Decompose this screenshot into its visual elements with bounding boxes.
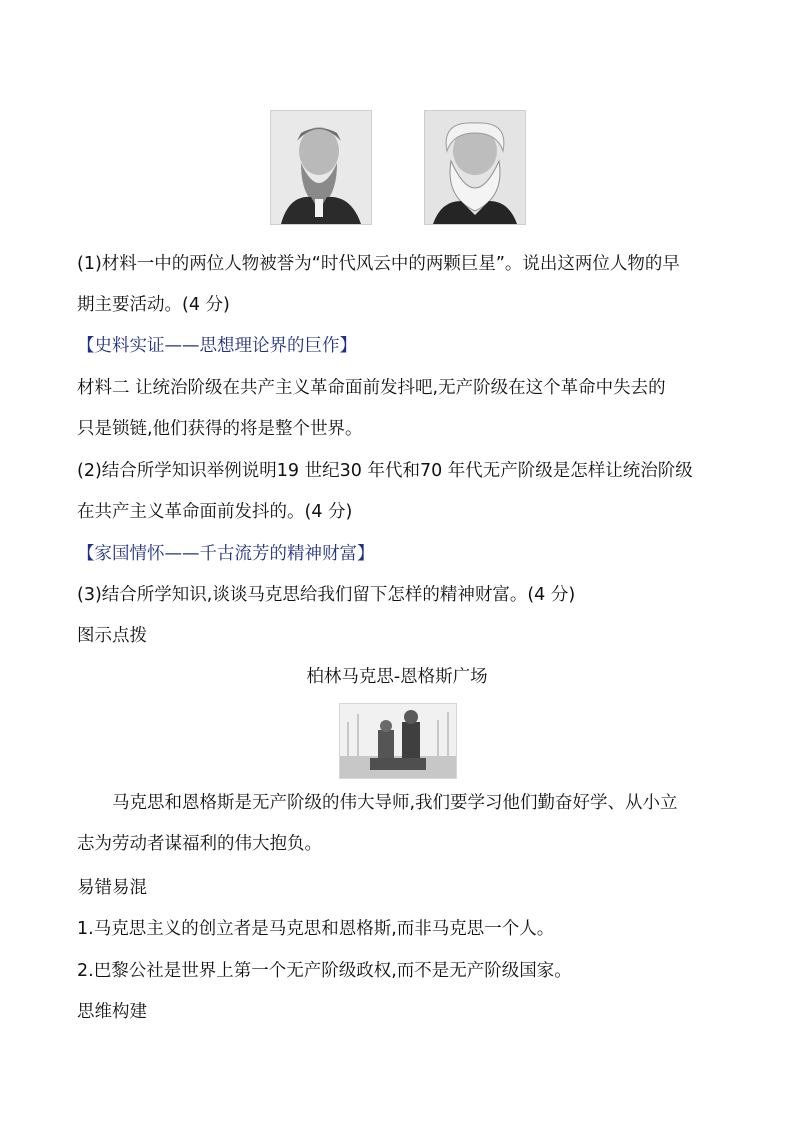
square-photo-caption: 柏林马克思-恩格斯广场 [306, 667, 488, 687]
question-2-line-2: 在共产主义革命面前发抖的。(4 分) [77, 502, 353, 522]
confusion-heading: 易错易混 [77, 878, 147, 898]
guide-paragraph-line-1: 马克思和恩格斯是无产阶级的伟大导师,我们要学习他们勤奋好学、从小立 [112, 793, 678, 813]
question-1-line-1: (1)材料一中的两位人物被誉为“时代风云中的两颗巨星”。说出这两位人物的早 [77, 254, 680, 274]
guide-heading: 图示点拨 [77, 626, 147, 646]
question-2-line-1: (2)结合所学知识举例说明19 世纪30 年代和70 年代无产阶级是怎样让统治阶级 [77, 461, 693, 481]
square-photo-drawing [340, 704, 456, 778]
engels-portrait [270, 110, 372, 225]
material-2-line-2: 只是锁链,他们获得的将是整个世界。 [77, 419, 363, 439]
marx-portrait [424, 110, 526, 225]
material-2-line-1: 材料二 让统治阶级在共产主义革命面前发抖吧,无产阶级在这个革命中失去的 [77, 378, 666, 398]
confusion-item-2: 2.巴黎公社是世界上第一个无产阶级政权,而不是无产阶级国家。 [77, 961, 572, 981]
question-1-line-2: 期主要活动。(4 分) [77, 295, 230, 315]
section-heading-evidence: 【史料实证——思想理论界的巨作】 [77, 336, 357, 356]
question-3-line-1: (3)结合所学知识,谈谈马克思给我们留下怎样的精神财富。(4 分) [77, 585, 576, 605]
guide-paragraph-line-2: 志为劳动者谋福利的伟大抱负。 [77, 834, 322, 854]
marx-engels-square-photo [339, 703, 457, 779]
confusion-item-1: 1.马克思主义的创立者是马克思和恩格斯,而非马克思一个人。 [77, 919, 555, 939]
marx-portrait-drawing [425, 111, 525, 224]
mindmap-heading: 思维构建 [77, 1002, 147, 1022]
section-heading-heritage: 【家国情怀——千古流芳的精神财富】 [77, 544, 375, 564]
engels-portrait-drawing [271, 111, 371, 224]
